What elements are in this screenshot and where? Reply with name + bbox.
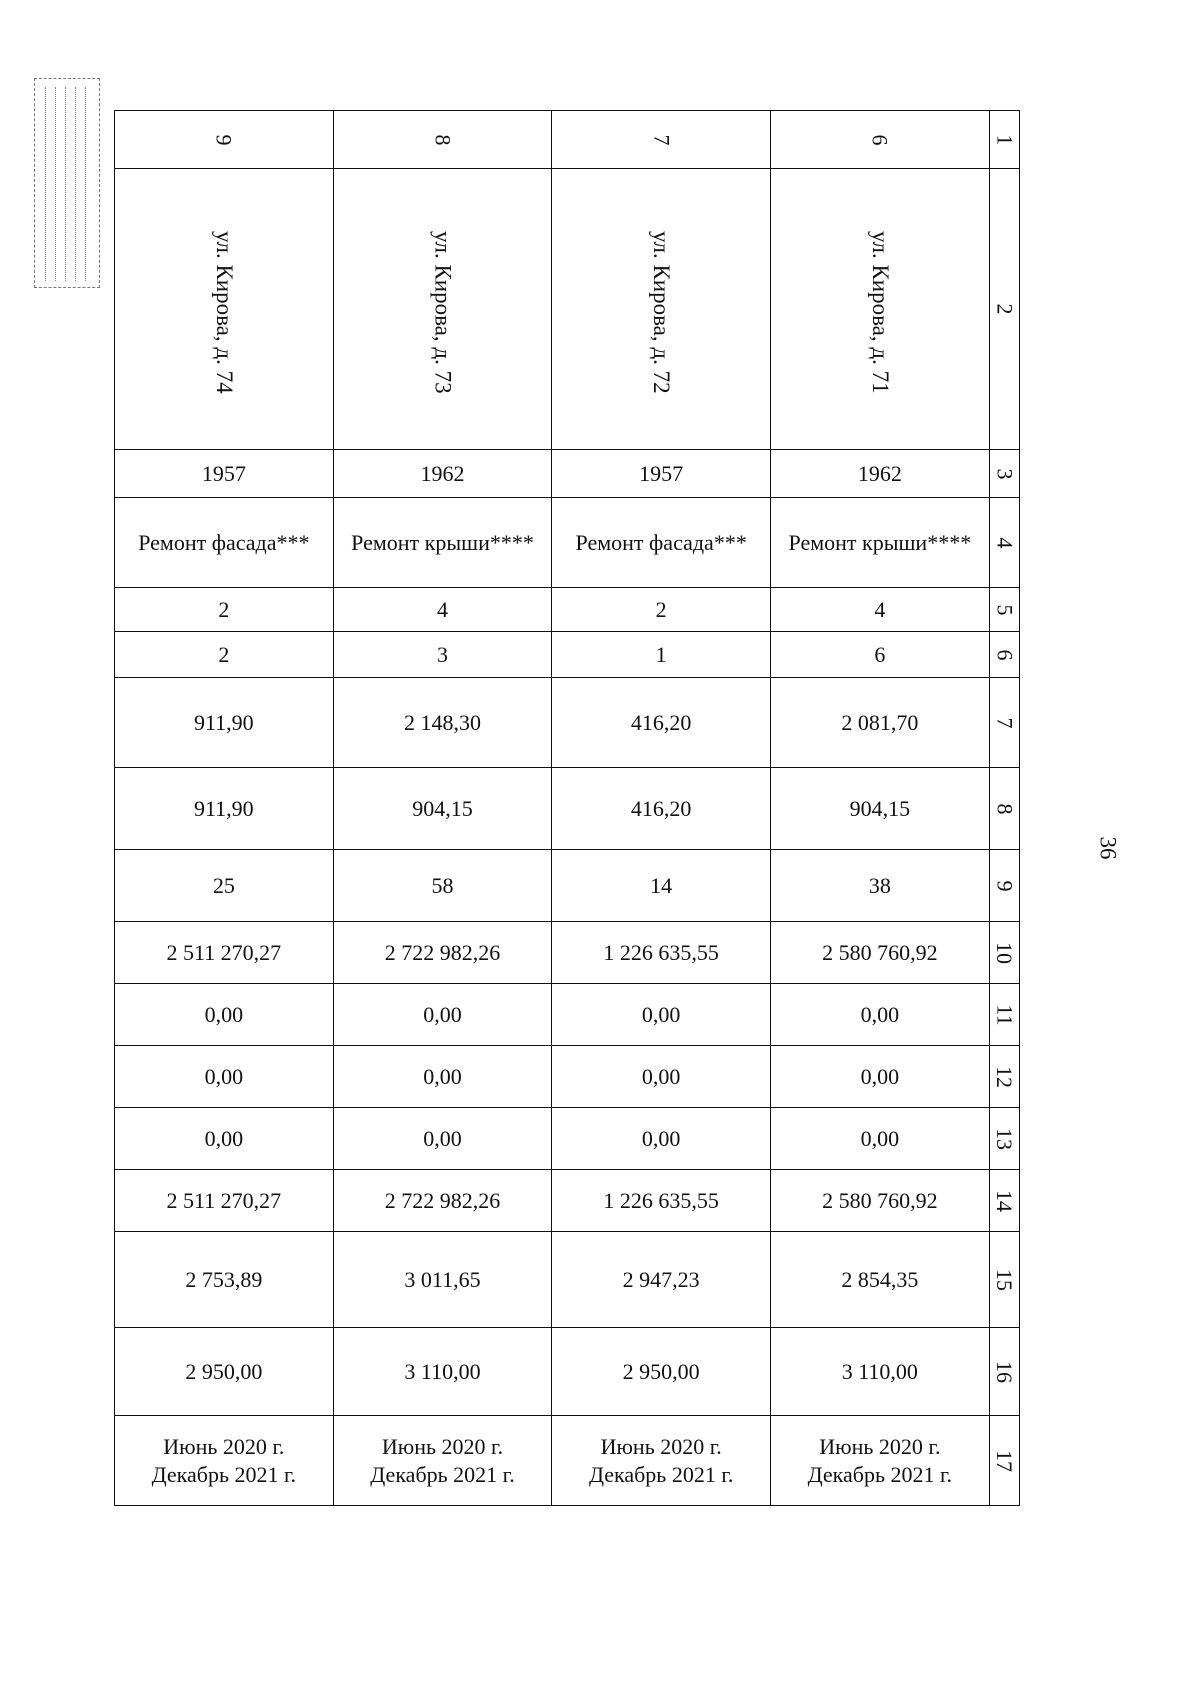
cell-value: 911,90 xyxy=(115,678,334,768)
cell-value: 2 xyxy=(115,588,334,632)
cell-value: 416,20 xyxy=(552,768,771,850)
repair-schedule-table xyxy=(114,110,1020,1506)
cell-value: 904,15 xyxy=(771,768,990,850)
row-index: 15 xyxy=(989,1232,1019,1328)
cell-value: 2 580 760,92 xyxy=(771,922,990,984)
cell-value: 0,00 xyxy=(115,984,334,1046)
cell-value: 2 511 270,27 xyxy=(115,1170,334,1232)
table-row xyxy=(115,850,1020,922)
table-row xyxy=(115,1108,1020,1170)
cell-address: ул. Кирова, д. 74 xyxy=(115,169,334,450)
cell-year: 1957 xyxy=(115,450,334,498)
table-row xyxy=(115,632,1020,678)
cell-address: ул. Кирова, д. 72 xyxy=(552,169,771,450)
table-row xyxy=(115,984,1020,1046)
row-index: 14 xyxy=(989,1170,1019,1232)
cell-value: 38 xyxy=(771,850,990,922)
cell-value: 0,00 xyxy=(333,1108,552,1170)
row-index: 13 xyxy=(989,1108,1019,1170)
archive-stamp xyxy=(34,78,100,288)
cell-address: ул. Кирова, д. 73 xyxy=(333,169,552,450)
cell-value: 2 148,30 xyxy=(333,678,552,768)
row-index: 4 xyxy=(989,498,1019,588)
cell-value: 2 753,89 xyxy=(115,1232,334,1328)
cell-value: 0,00 xyxy=(771,984,990,1046)
row-index: 12 xyxy=(989,1046,1019,1108)
cell-value: 2 580 760,92 xyxy=(771,1170,990,1232)
cell-num: 7 xyxy=(552,111,771,169)
cell-work-type: Ремонт крыши**** xyxy=(333,498,552,588)
row-index: 5 xyxy=(989,588,1019,632)
table-row xyxy=(115,111,1020,169)
table-row xyxy=(115,498,1020,588)
table-row xyxy=(115,1232,1020,1328)
cell-value: 0,00 xyxy=(333,984,552,1046)
cell-value: 58 xyxy=(333,850,552,922)
cell-value: 0,00 xyxy=(333,1046,552,1108)
table-row xyxy=(115,1170,1020,1232)
cell-num: 8 xyxy=(333,111,552,169)
row-index: 7 xyxy=(989,678,1019,768)
cell-period: Июнь 2020 г. Декабрь 2021 г. xyxy=(771,1416,990,1506)
row-index: 16 xyxy=(989,1328,1019,1416)
cell-value: 904,15 xyxy=(333,768,552,850)
table-row xyxy=(115,169,1020,450)
row-index: 3 xyxy=(989,450,1019,498)
cell-num: 6 xyxy=(771,111,990,169)
cell-address: ул. Кирова, д. 71 xyxy=(771,169,990,450)
row-index: 11 xyxy=(989,984,1019,1046)
row-index: 8 xyxy=(989,768,1019,850)
cell-value: 3 011,65 xyxy=(333,1232,552,1328)
cell-value: 3 xyxy=(333,632,552,678)
cell-value: 2 511 270,27 xyxy=(115,922,334,984)
cell-value: 2 722 982,26 xyxy=(333,922,552,984)
table-row xyxy=(115,450,1020,498)
cell-value: 2 xyxy=(115,632,334,678)
cell-num: 9 xyxy=(115,111,334,169)
row-index: 9 xyxy=(989,850,1019,922)
row-index: 2 xyxy=(989,169,1019,450)
cell-value: 0,00 xyxy=(552,984,771,1046)
cell-period: Июнь 2020 г. Декабрь 2021 г. xyxy=(115,1416,334,1506)
cell-year: 1962 xyxy=(771,450,990,498)
cell-value: 2 722 982,26 xyxy=(333,1170,552,1232)
cell-value: 2 854,35 xyxy=(771,1232,990,1328)
cell-value: 4 xyxy=(333,588,552,632)
page-number: 36 xyxy=(1095,836,1121,860)
table-row xyxy=(115,588,1020,632)
cell-value: 2 950,00 xyxy=(552,1328,771,1416)
cell-value: 0,00 xyxy=(771,1046,990,1108)
cell-value: 0,00 xyxy=(552,1046,771,1108)
cell-value: 1 226 635,55 xyxy=(552,1170,771,1232)
cell-year: 1957 xyxy=(552,450,771,498)
cell-value: 6 xyxy=(771,632,990,678)
cell-value: 14 xyxy=(552,850,771,922)
cell-value: 0,00 xyxy=(771,1108,990,1170)
cell-work-type: Ремонт фасада*** xyxy=(552,498,771,588)
cell-value: 25 xyxy=(115,850,334,922)
table-row xyxy=(115,678,1020,768)
cell-value: 3 110,00 xyxy=(771,1328,990,1416)
row-index: 17 xyxy=(989,1416,1019,1506)
cell-value: 1 xyxy=(552,632,771,678)
cell-period: Июнь 2020 г. Декабрь 2021 г. xyxy=(333,1416,552,1506)
table-row xyxy=(115,1046,1020,1108)
cell-value: 0,00 xyxy=(552,1108,771,1170)
cell-value: 2 947,23 xyxy=(552,1232,771,1328)
cell-value: 3 110,00 xyxy=(333,1328,552,1416)
cell-work-type: Ремонт фасада*** xyxy=(115,498,334,588)
cell-value: 0,00 xyxy=(115,1108,334,1170)
table-row xyxy=(115,768,1020,850)
cell-period: Июнь 2020 г. Декабрь 2021 г. xyxy=(552,1416,771,1506)
table-row xyxy=(115,1328,1020,1416)
table-row xyxy=(115,922,1020,984)
cell-value: 2 081,70 xyxy=(771,678,990,768)
cell-value: 0,00 xyxy=(115,1046,334,1108)
cell-value: 416,20 xyxy=(552,678,771,768)
row-index: 10 xyxy=(989,922,1019,984)
row-index: 1 xyxy=(989,111,1019,169)
cell-value: 4 xyxy=(771,588,990,632)
table-row xyxy=(115,1416,1020,1506)
cell-value: 911,90 xyxy=(115,768,334,850)
row-index: 6 xyxy=(989,632,1019,678)
cell-work-type: Ремонт крыши**** xyxy=(771,498,990,588)
cell-year: 1962 xyxy=(333,450,552,498)
cell-value: 2 xyxy=(552,588,771,632)
cell-value: 1 226 635,55 xyxy=(552,922,771,984)
cell-value: 2 950,00 xyxy=(115,1328,334,1416)
